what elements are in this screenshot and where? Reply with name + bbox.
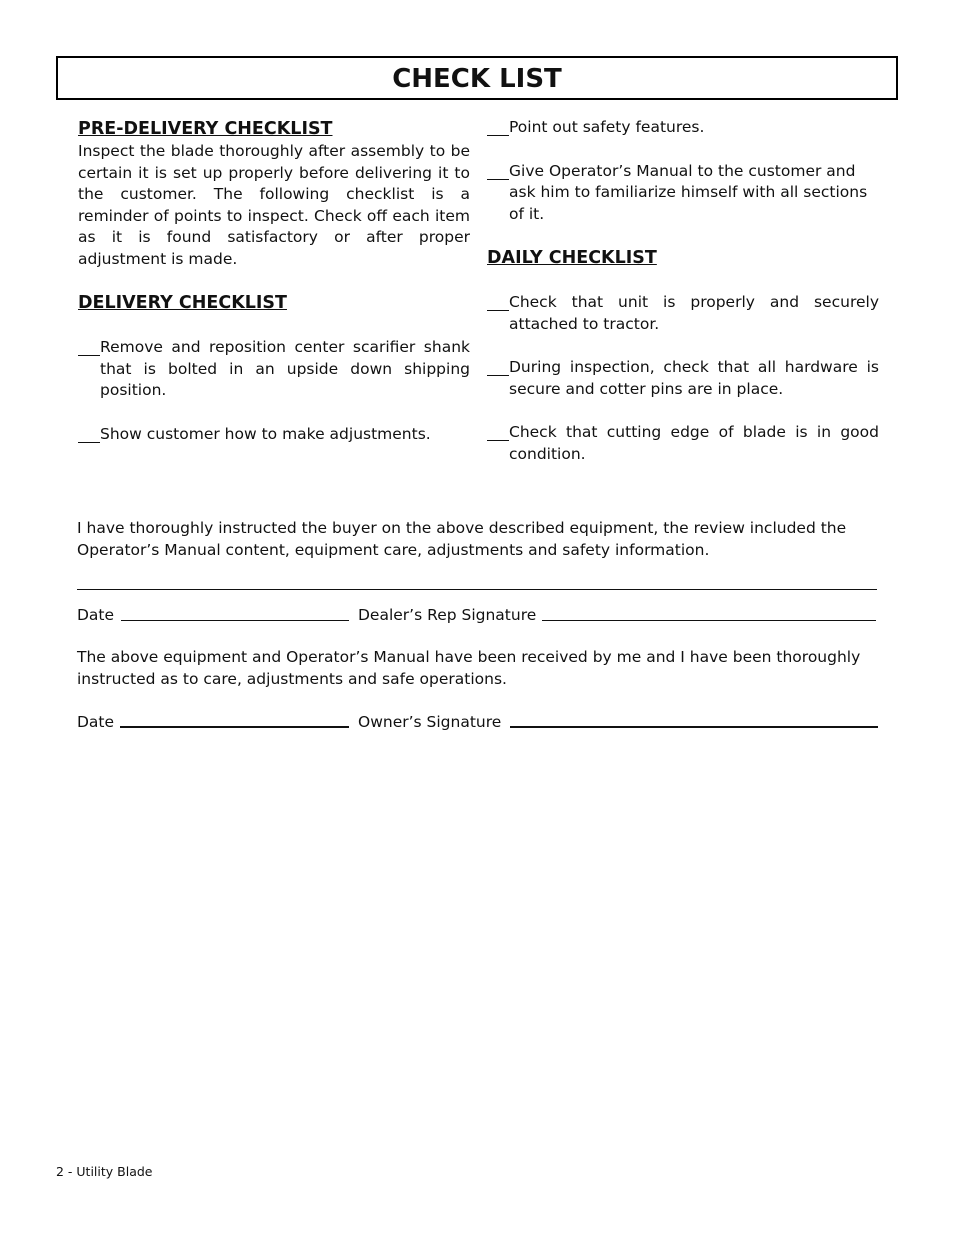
page-title: CHECK LIST — [392, 64, 562, 94]
daily-item-text: Check that unit is properly and securely attached to tractor. — [509, 293, 879, 333]
daily-item — [487, 357, 879, 400]
dealer-signature-row — [77, 603, 877, 627]
checkbox-blank[interactable] — [487, 292, 509, 311]
daily-item — [487, 292, 879, 335]
daily-heading: DAILY CHECKLIST — [487, 248, 657, 268]
owner-statement: The above equipment and Operator’s Manual have been received by me and I have been thoroughly instructed as to care, adjustments and safe operations. — [77, 648, 861, 688]
owner-signature-field[interactable] — [510, 726, 878, 728]
owner-signature-row — [77, 710, 877, 734]
page-footer: 2 - Utility Blade — [56, 1164, 153, 1179]
dealer-date-label: Date — [77, 606, 115, 624]
checkbox-blank[interactable] — [78, 424, 100, 443]
delivery-item-text: Show customer how to make adjustments. — [100, 424, 431, 443]
checkbox-blank[interactable] — [487, 357, 509, 376]
checkbox-blank[interactable] — [487, 117, 509, 136]
delivery-item-text: Point out safety features. — [509, 118, 705, 136]
dealer-signature-field[interactable] — [542, 620, 876, 621]
checkbox-blank[interactable] — [487, 422, 509, 441]
delivery-item — [487, 161, 879, 226]
checkbox-blank[interactable] — [78, 337, 100, 356]
delivery-item — [78, 424, 470, 446]
delivery-item — [487, 117, 879, 139]
owner-signature-label: Owner’s Signature — [358, 713, 502, 731]
right-column — [487, 117, 879, 465]
pre-delivery-heading: PRE-DELIVERY CHECKLIST — [78, 119, 333, 139]
delivery-item-text: Give Operator’s Manual to the customer and ask him to familiarize himself with all sections of it. — [509, 161, 868, 223]
pre-delivery-text: Inspect the blade thoroughly after assembly to be certain it is set up properly before delivering it to the customer. The following checklist is a reminder of points to inspect. Check off each item as it is found satisfactory or after proper adjustment is made. — [78, 142, 470, 268]
divider-line — [77, 589, 877, 590]
title-box — [56, 56, 898, 100]
dealer-statement: I have thoroughly instructed the buyer on the above described equipment, the review included the Operator’s Manual content, equipment care, adjustments and safety information. — [77, 519, 847, 559]
daily-item-text: Check that cutting edge of blade is in good condition. — [509, 423, 879, 463]
delivery-heading: DELIVERY CHECKLIST — [78, 293, 287, 313]
left-column — [78, 117, 470, 445]
dealer-signature-label: Dealer’s Rep Signature — [358, 606, 537, 624]
delivery-item-text: Remove and reposition center scarifier shank that is bolted in an upside down shipping position. — [100, 338, 470, 399]
owner-date-field[interactable] — [120, 726, 349, 728]
checkbox-blank[interactable] — [487, 161, 509, 180]
dealer-date-field[interactable] — [121, 620, 349, 621]
delivery-item — [78, 337, 470, 402]
daily-item — [487, 422, 879, 465]
daily-item-text: During inspection, check that all hardware is secure and cotter pins are in place. — [509, 358, 879, 398]
owner-date-label: Date — [77, 713, 115, 731]
